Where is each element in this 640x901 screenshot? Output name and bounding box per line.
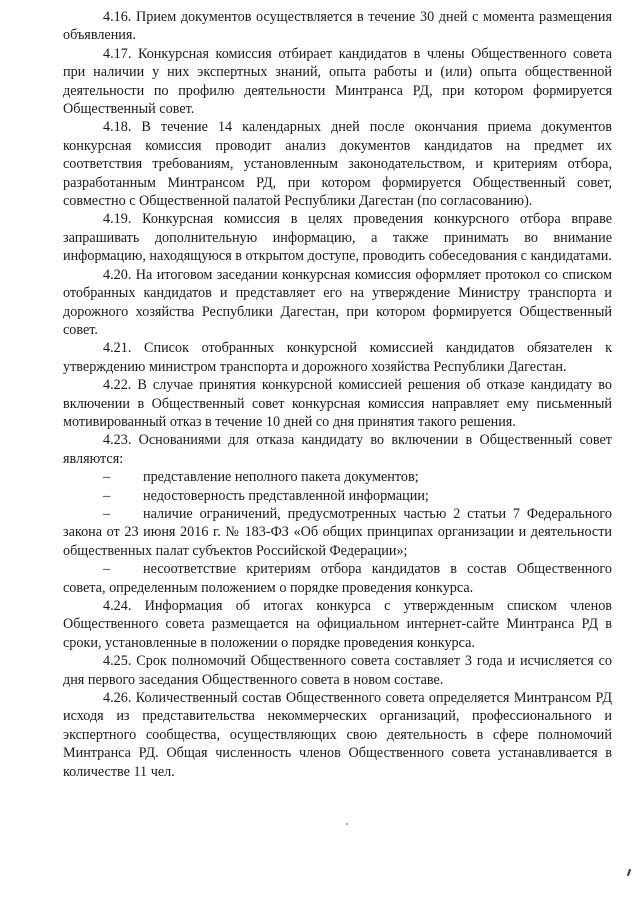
paragraph-4-23: 4.23. Основаниями для отказа кандидату во включении в Общественный совет являются: [63,432,612,467]
reason-item [63,505,612,560]
reason-text: несоответствие критериям отбора кандидатов в состав Общественного совета, определенным положением о порядке проведения конкурса. [63,561,612,596]
paragraph-4-26: 4.26. Количественный состав Общественного совета определяется Минтрансом РД исходя из представительства некоммерческих организаций, профессионального и экспертного сообщества, осуществляющих свою деятельность в сфере полномочий Минтранса РД. Общая численность членов Общественного совета устанавливается в количестве 11 чел. [63,690,612,780]
scan-speck [346,823,348,825]
dash-bullet: – [103,505,111,522]
reason-item [63,487,612,505]
dash-bullet: – [103,487,111,504]
dash-bullet: – [103,469,111,486]
paragraph-4-21: 4.21. Список отобранных конкурсной комиссией кандидатов обязателен к утверждению министром транспорта и дорожного хозяйства Республики Дагестан. [63,340,612,375]
paragraph-4-17: 4.17. Конкурсная комиссия отбирает кандидатов в члены Общественного совета при наличии у них экспертных знаний, опыта работы и (или) опыта общественной деятельности по профилю деятельности Минтранса РД, при котором формируется Общественный совет. [63,45,612,118]
reason-item [63,468,612,486]
paragraph-4-24: 4.24. Информация об итогах конкурса с утвержденным списком членов Общественного совета размещается на официальном интернет-сайте Минтранса РД в сроки, установленные в положении о порядке проведения конкурса. [63,598,612,651]
scan-mark [627,869,631,876]
reason-text: недостоверность представленной информации; [143,487,429,504]
paragraph-4-22: 4.22. В случае принятия конкурсной комиссией решения об отказе кандидату во включении в Общественный совет конкурсная комиссия направляет ему письменный мотивированный отказ в течение 10 дней со дня принятия такого решения. [63,377,612,430]
reason-text: наличие ограничений, предусмотренных частью 2 статьи 7 Федерального закона от 23 июня 2016 г. № 183-ФЗ «Об общих принципах организации и деятельности общественных палат субъектов Российской Федерации»; [63,505,612,559]
paragraph-4-25: 4.25. Срок полномочий Общественного совета составляет 3 года и исчисляется со дня первого заседания Общественного совета в новом составе. [63,653,612,688]
paragraph-4-19: 4.19. Конкурсная комиссия в целях проведения конкурсного отбора вправе запрашивать дополнительную информацию, а также принимать во внимание информацию, находящуюся в открытом доступе, проводить собеседования с кандидатами. [63,211,612,265]
dash-bullet: – [103,561,111,578]
paragraph-4-20: 4.20. На итоговом заседании конкурсная комиссия оформляет протокол со списком отобранных кандидатов и представляет его на утверждение Министру транспорта и дорожного хозяйства Республики Дагестан, при котором формируется Общественный совет. [63,266,612,338]
paragraph-4-16: 4.16. Прием документов осуществляется в течение 30 дней с момента размещения объявления. [63,9,612,44]
document-page [63,8,612,781]
paragraph-4-18: 4.18. В течение 14 календарных дней после окончания приема документов конкурсная комиссия проводит анализ документов кандидатов на предмет их соответствия требованиям, установленным законодательством, и критериям отбора, разработанным Минтрансом РД, при котором формируется Общественный совет, совместно с Общественной палатой Республики Дагестан (по согласованию). [63,119,612,210]
reason-text: представление неполного пакета документов; [143,469,419,486]
reason-item [63,560,612,597]
